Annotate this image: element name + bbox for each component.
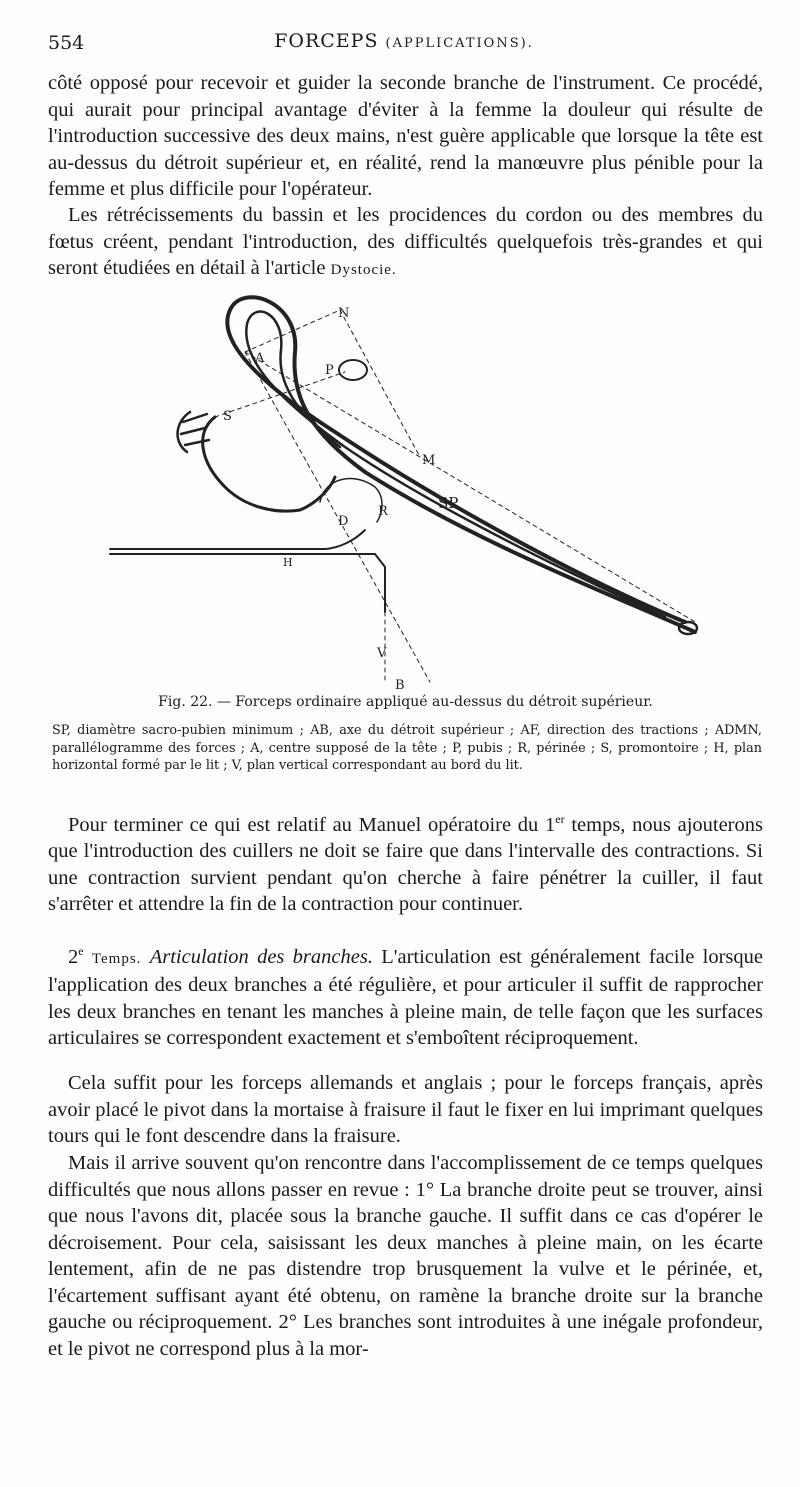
paragraph-first-stage <box>48 806 763 918</box>
article-reference: Dystocie. <box>330 262 397 278</box>
paragraph-stenosis <box>48 202 763 284</box>
label-s: S <box>223 409 232 424</box>
label-h: H <box>283 556 293 569</box>
forceps-diagram <box>95 282 735 692</box>
bed-plane <box>110 530 385 612</box>
forceps-blade-outer <box>227 297 695 632</box>
label-sp: SP <box>438 494 459 512</box>
stage-ordinal: e <box>78 944 84 958</box>
running-head <box>48 30 760 60</box>
forceps-blade-inner <box>246 312 665 617</box>
paragraph-difficulties <box>48 1150 763 1362</box>
parallelogram-side-m <box>340 310 420 457</box>
paragraph-text: Cela suffit pour les forceps allemands et anglais ; pour le forceps français, après avoir placé le pivot dans la mortaise à fraisure il faut le fixer en lui imprimant quelques tours qui le font descendre dans la fraisure. <box>48 1072 763 1147</box>
label-b: B <box>395 678 405 692</box>
figure-legend: SP, diamètre sacro-pubien minimum ; AB, axe du détroit supérieur ; AF, direction des tractions ; ADMN, parallélogramme des forces ; A, centre supposé de la tête ; P, pubis ; R, périnée ; S, promontoire ; H, plan horizontal formé par le lit ; V, plan vertical correspondant au bord du lit. <box>52 723 762 773</box>
traction-line <box>245 352 695 622</box>
running-title <box>48 30 760 52</box>
stage-label: Temps. <box>91 950 142 967</box>
sacrum-outline <box>203 417 335 511</box>
label-m: M <box>422 453 436 468</box>
figure-caption: Fig. 22. — Forceps ordinaire appliqué au-dessus du détroit supérieur. <box>158 694 653 710</box>
paragraph-text: L'articulation est généralement facile lorsque l'application des deux branches a été régulière, et pour articuler il suffit de rapprocher les deux branches en tenant les manches à pleine main, de telle façon que les surfaces articulaires se correspondent exactement et s'emboîtent réciproquement. <box>48 945 764 1050</box>
paragraph-text: Mais il arrive souvent qu'on rencontre dans l'accomplissement de ce temps quelques difficultés que nous allons passer en revue : 1° La branche droite peut se trouver, ainsi que nous l'avons dit, placée sous la branche gauche. Il suffit dans ce cas d'opérer le décroisement. Pour cela, saisissant les deux manches à pleine main, on les écarte lentement, afin de ne pas distendre trop brusquement la vulve et le périnée, et, l'écartement suffisant ayant été obtenu, on ramène la branche droite sur la branche gauche ou réciproquement. 2° Les branches sont introduites à une inégale profondeur, et le pivot ne correspond plus à la mor- <box>48 1152 763 1360</box>
parallelogram-side-n <box>245 310 340 352</box>
label-n: N <box>338 306 350 321</box>
running-title-main: FORCEPS <box>274 30 379 52</box>
paragraph-text: Pour terminer ce qui est relatif au Manuel opératoire du 1 <box>68 813 556 836</box>
stage-number: 2 <box>68 945 79 968</box>
label-r: R <box>378 504 388 519</box>
section-title: Articulation des branches. <box>149 945 373 968</box>
label-d: D <box>338 514 349 529</box>
running-title-sub: (APPLICATIONS). <box>385 36 534 51</box>
pubis <box>339 360 367 380</box>
label-p: P <box>325 363 334 378</box>
paragraph-french-forceps <box>48 1070 763 1150</box>
paragraph-text-rest: temps, nous ajouterons que l'introduction des cuillers ne doit se faire que dans l'intervalle des contractions. Si une contraction survient pendant qu'on cherche à faire pénétrer la cuiller, il faut s'arrêter et attendre la fin de la contraction pour continuer. <box>48 813 763 916</box>
paragraph-continuation <box>48 70 763 203</box>
paragraph-text: Les rétrécissements du bassin et les procidences du cordon ou des membres du fœtus créent, pendant l'introduction, des difficultés quelquefois très-grandes et qui seront étudiées en détail à l'article <box>48 204 763 279</box>
paragraph-text: côté opposé pour recevoir et guider la seconde branche de l'instrument. Ce procédé, qui aurait pour principal avantage d'éviter à la femme la douleur qui résulte de l'introduction successive des deux mains, n'est guère applicable que lorsque la tête est au-dessus du détroit supérieur et, en réalité, rend la manœuvre plus pénible pour la femme et plus difficile pour l'opérateur. <box>48 72 763 200</box>
label-a: A <box>255 351 265 366</box>
label-v: V <box>377 646 387 661</box>
paragraph-second-stage <box>48 938 763 1052</box>
forceps-figure <box>95 282 735 692</box>
perineum-arc <box>320 479 382 522</box>
ordinal-suffix: er <box>555 812 565 826</box>
page-number: 554 <box>48 32 85 54</box>
